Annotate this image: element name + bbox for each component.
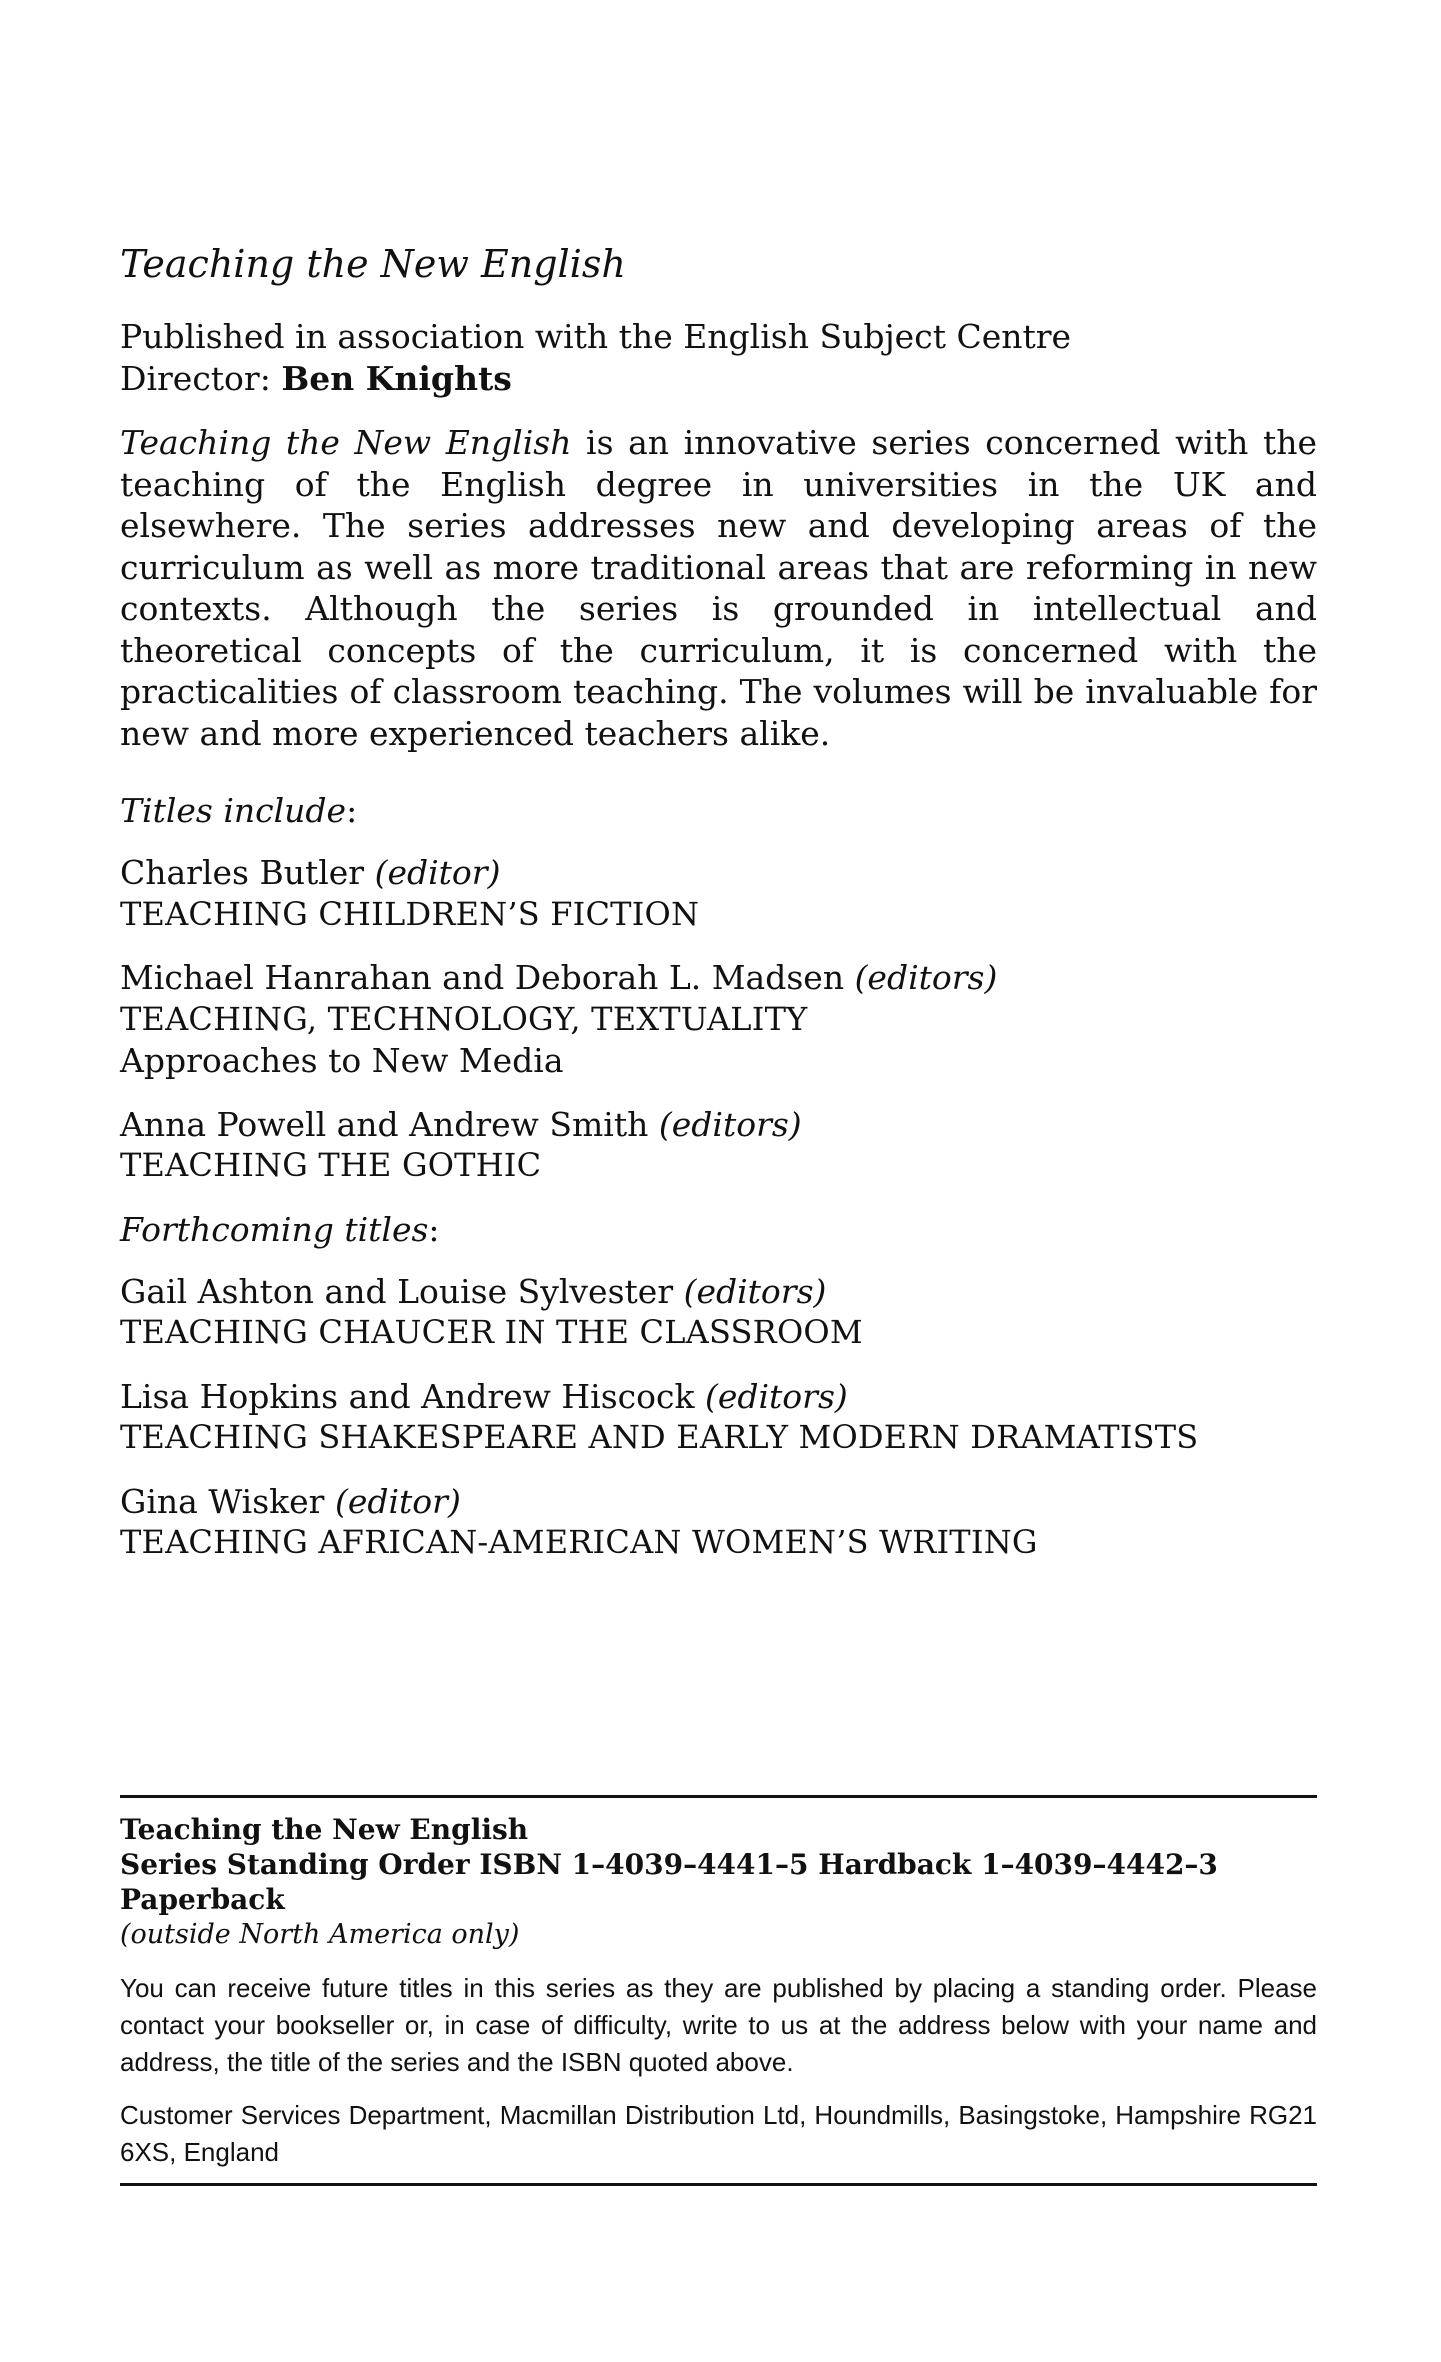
titles-include-heading-text: Titles include [120, 791, 347, 830]
description-text: is an innovative series concerned with the teaching of the English degree in universities in the UK and elsewhere. The series addresses new and developing areas of the curriculum as well as more traditional areas that are reforming in new contexts. Although the series is grounded in intellectual and theoretical concepts of the curriculum, it is concerned with the practicalities of classroom teaching. The volumes will be invaluable for new and more experienced teachers alike. [120, 423, 1318, 753]
book-title: TEACHING CHILDREN’S FICTION [120, 894, 700, 933]
book-authors-text: Anna Powell and Andrew Smith [120, 1104, 659, 1144]
director-label: Director: [120, 359, 282, 398]
director-name: Ben Knights [281, 359, 512, 398]
book-role: (editors) [658, 1104, 802, 1144]
book-authors [120, 1104, 1317, 1146]
association-line: Published in association with the English Subject Centre [120, 317, 1072, 356]
standing-order-box [120, 1795, 1317, 2186]
series-description [120, 422, 1317, 754]
standing-order-instructions: You can receive future titles in this series as they are published by placing a standing order. Please contact your bookseller or, in case of difficulty, write to us at the address below with your name and address, the title of the series and the ISBN quoted above. [120, 1973, 1317, 2077]
book-title: TEACHING SHAKESPEARE AND EARLY MODERN DRAMATISTS [120, 1418, 1199, 1456]
book-authors-text: Gail Ashton and Louise Sylvester [120, 1271, 684, 1311]
book-authors [120, 1481, 1317, 1523]
book-entry [120, 957, 1317, 1082]
book-authors [120, 852, 1317, 894]
standing-order-isbn: Series Standing Order ISBN 1–4039–4441–5 Hardback 1–4039–4442–3 Paperback [120, 1848, 1218, 1916]
titles-include-colon: : [346, 791, 358, 830]
book-title: TEACHING CHAUCER IN THE CLASSROOM [120, 1313, 863, 1351]
forthcoming-colon: : [428, 1209, 440, 1249]
book-subtitle: Approaches to New Media [120, 1041, 564, 1080]
book-authors-text: Lisa Hopkins and Andrew Hiscock [120, 1376, 705, 1416]
book-authors [120, 1376, 1317, 1418]
director-line [120, 358, 1317, 400]
book-role: (editor) [374, 853, 501, 892]
book-entry [120, 852, 1317, 935]
forthcoming-book-entry [120, 1376, 1317, 1459]
forthcoming-heading-text: Forthcoming titles [120, 1209, 429, 1249]
book-authors [120, 1271, 1317, 1313]
book-role: (editor) [334, 1481, 461, 1521]
forthcoming-book-entry [120, 1271, 1317, 1354]
series-title: Teaching the New English [120, 242, 626, 286]
book-authors-text: Charles Butler [120, 853, 375, 892]
standing-order-region-note: (outside North America only) [120, 1919, 520, 1950]
distributor-address: Customer Services Department, Macmillan Distribution Ltd, Houndmills, Basingstoke, Hampshire RG21 6XS, England [120, 2100, 1317, 2167]
book-role: (editors) [704, 1376, 848, 1416]
book-title: TEACHING THE GOTHIC [120, 1146, 542, 1184]
forthcoming-book-entry [120, 1481, 1317, 1564]
series-page [120, 240, 1317, 1586]
book-title: TEACHING, TECHNOLOGY, TEXTUALITY [120, 999, 808, 1038]
book-authors [120, 957, 1317, 999]
book-entry [120, 1104, 1317, 1187]
forthcoming-heading [120, 1209, 1317, 1251]
description-series-name: Teaching the New English [120, 423, 572, 462]
titles-include-heading [120, 790, 1317, 832]
book-authors-text: Michael Hanrahan and Deborah L. Madsen [120, 958, 855, 997]
book-role: (editors) [854, 958, 998, 997]
standing-order-series-name: Teaching the New English [120, 1813, 529, 1846]
book-authors-text: Gina Wisker [120, 1481, 335, 1521]
book-title: TEACHING AFRICAN-AMERICAN WOMEN’S WRITING [120, 1523, 1038, 1561]
book-role: (editors) [683, 1271, 827, 1311]
